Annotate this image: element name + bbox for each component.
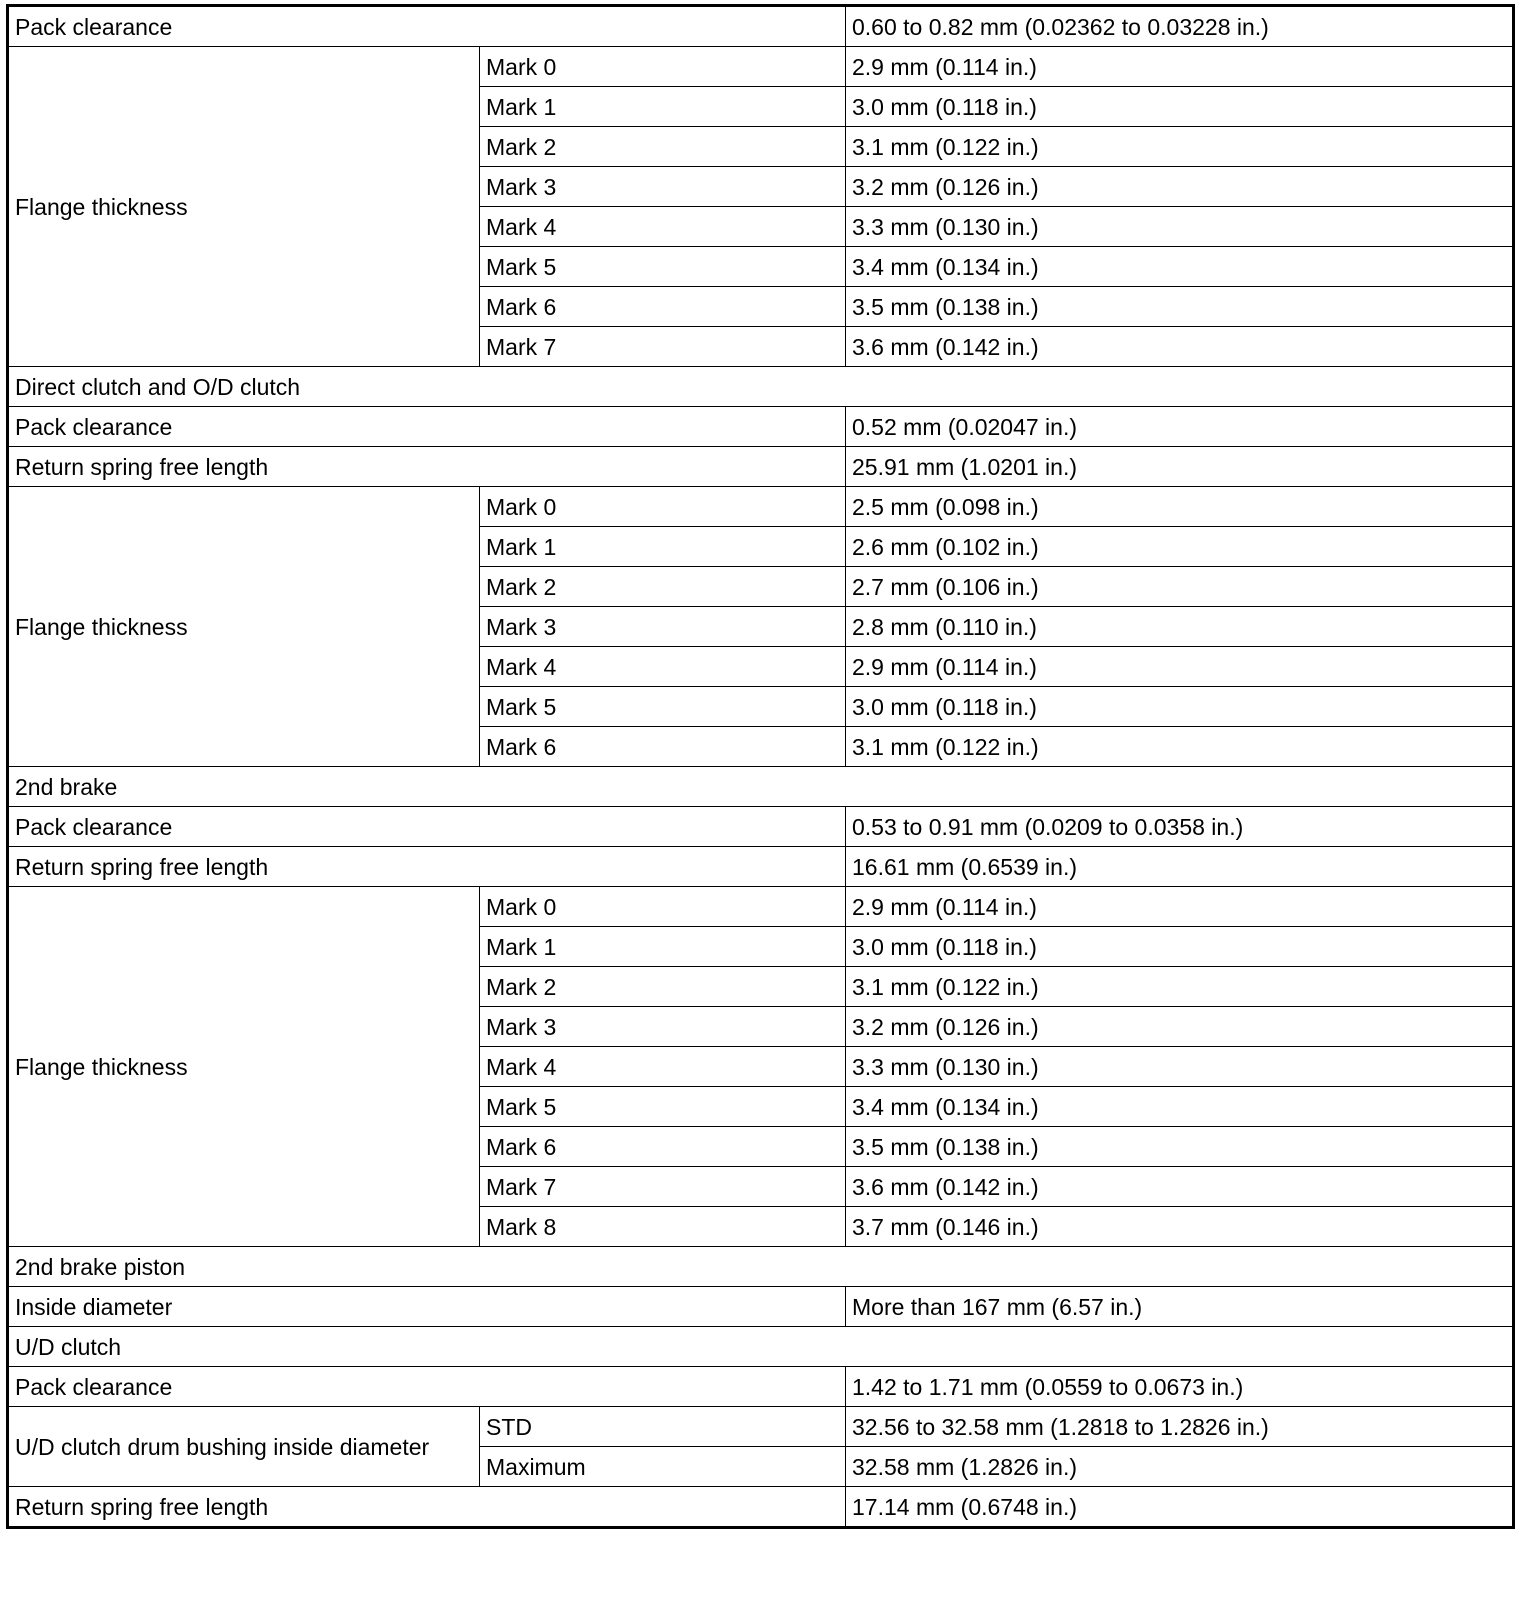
mark-label: Mark 2 (480, 567, 846, 607)
table-row (8, 807, 1514, 847)
row-value: 16.61 mm (0.6539 in.) (846, 847, 1514, 887)
row-value: 0.52 mm (0.02047 in.) (846, 407, 1514, 447)
table-row (8, 487, 1514, 527)
mark-label: STD (480, 1407, 846, 1447)
table-row (8, 447, 1514, 487)
mark-label: Maximum (480, 1447, 846, 1487)
mark-label: Mark 6 (480, 1127, 846, 1167)
row-value: 2.9 mm (0.114 in.) (846, 887, 1514, 927)
row-value: 2.9 mm (0.114 in.) (846, 47, 1514, 87)
row-value: 3.0 mm (0.118 in.) (846, 87, 1514, 127)
section-heading: U/D clutch (8, 1327, 1514, 1367)
mark-label: Mark 4 (480, 207, 846, 247)
mark-label: Mark 0 (480, 487, 846, 527)
spec-table (6, 4, 1515, 1529)
row-label: Pack clearance (8, 407, 846, 447)
row-value: 2.7 mm (0.106 in.) (846, 567, 1514, 607)
group-label: Flange thickness (8, 47, 480, 367)
mark-label: Mark 3 (480, 607, 846, 647)
mark-label: Mark 6 (480, 287, 846, 327)
row-value: 3.3 mm (0.130 in.) (846, 207, 1514, 247)
mark-label: Mark 1 (480, 927, 846, 967)
mark-label: Mark 6 (480, 727, 846, 767)
row-label: Return spring free length (8, 847, 846, 887)
mark-label: Mark 3 (480, 1007, 846, 1047)
mark-label: Mark 1 (480, 87, 846, 127)
row-value: 32.58 mm (1.2826 in.) (846, 1447, 1514, 1487)
mark-label: Mark 5 (480, 247, 846, 287)
table-row (8, 1287, 1514, 1327)
mark-label: Mark 0 (480, 47, 846, 87)
row-value: 25.91 mm (1.0201 in.) (846, 447, 1514, 487)
row-value: 3.2 mm (0.126 in.) (846, 167, 1514, 207)
spec-table-body (8, 6, 1514, 1528)
row-value: 3.6 mm (0.142 in.) (846, 327, 1514, 367)
row-value: 3.4 mm (0.134 in.) (846, 1087, 1514, 1127)
section-heading: Direct clutch and O/D clutch (8, 367, 1514, 407)
table-row (8, 47, 1514, 87)
table-row (8, 847, 1514, 887)
mark-label: Mark 4 (480, 647, 846, 687)
row-value: 3.2 mm (0.126 in.) (846, 1007, 1514, 1047)
mark-label: Mark 5 (480, 687, 846, 727)
table-row (8, 1487, 1514, 1528)
row-value: 3.1 mm (0.122 in.) (846, 727, 1514, 767)
section-header-row (8, 1327, 1514, 1367)
section-header-row (8, 1247, 1514, 1287)
row-value: 3.7 mm (0.146 in.) (846, 1207, 1514, 1247)
row-label: Return spring free length (8, 447, 846, 487)
row-value: 3.0 mm (0.118 in.) (846, 927, 1514, 967)
row-value: 2.6 mm (0.102 in.) (846, 527, 1514, 567)
row-value: 0.53 to 0.91 mm (0.0209 to 0.0358 in.) (846, 807, 1514, 847)
mark-label: Mark 0 (480, 887, 846, 927)
mark-label: Mark 4 (480, 1047, 846, 1087)
mark-label: Mark 7 (480, 327, 846, 367)
row-value: 3.5 mm (0.138 in.) (846, 1127, 1514, 1167)
row-value: 3.3 mm (0.130 in.) (846, 1047, 1514, 1087)
mark-label: Mark 8 (480, 1207, 846, 1247)
section-heading: 2nd brake (8, 767, 1514, 807)
section-header-row (8, 767, 1514, 807)
row-value: 3.4 mm (0.134 in.) (846, 247, 1514, 287)
row-label: Return spring free length (8, 1487, 846, 1528)
row-value: 3.1 mm (0.122 in.) (846, 967, 1514, 1007)
section-heading: 2nd brake piston (8, 1247, 1514, 1287)
mark-label: Mark 2 (480, 127, 846, 167)
table-row (8, 1367, 1514, 1407)
row-label: Pack clearance (8, 807, 846, 847)
row-value: 2.9 mm (0.114 in.) (846, 647, 1514, 687)
row-value: 3.0 mm (0.118 in.) (846, 687, 1514, 727)
row-value: 32.56 to 32.58 mm (1.2818 to 1.2826 in.) (846, 1407, 1514, 1447)
group-label: Flange thickness (8, 487, 480, 767)
row-value: 2.5 mm (0.098 in.) (846, 487, 1514, 527)
table-row (8, 407, 1514, 447)
group-label: Flange thickness (8, 887, 480, 1247)
row-value: 3.5 mm (0.138 in.) (846, 287, 1514, 327)
group-label: U/D clutch drum bushing inside diameter (8, 1407, 480, 1487)
table-row (8, 6, 1514, 47)
row-label: Inside diameter (8, 1287, 846, 1327)
row-label: Pack clearance (8, 1367, 846, 1407)
row-value: 0.60 to 0.82 mm (0.02362 to 0.03228 in.) (846, 6, 1514, 47)
mark-label: Mark 2 (480, 967, 846, 1007)
table-row (8, 1407, 1514, 1447)
spec-table-container (6, 4, 1515, 1529)
mark-label: Mark 1 (480, 527, 846, 567)
mark-label: Mark 3 (480, 167, 846, 207)
row-value: 17.14 mm (0.6748 in.) (846, 1487, 1514, 1528)
row-value: 3.1 mm (0.122 in.) (846, 127, 1514, 167)
row-label: Pack clearance (8, 6, 846, 47)
mark-label: Mark 7 (480, 1167, 846, 1207)
row-value: More than 167 mm (6.57 in.) (846, 1287, 1514, 1327)
section-header-row (8, 367, 1514, 407)
table-row (8, 887, 1514, 927)
row-value: 3.6 mm (0.142 in.) (846, 1167, 1514, 1207)
row-value: 1.42 to 1.71 mm (0.0559 to 0.0673 in.) (846, 1367, 1514, 1407)
mark-label: Mark 5 (480, 1087, 846, 1127)
row-value: 2.8 mm (0.110 in.) (846, 607, 1514, 647)
